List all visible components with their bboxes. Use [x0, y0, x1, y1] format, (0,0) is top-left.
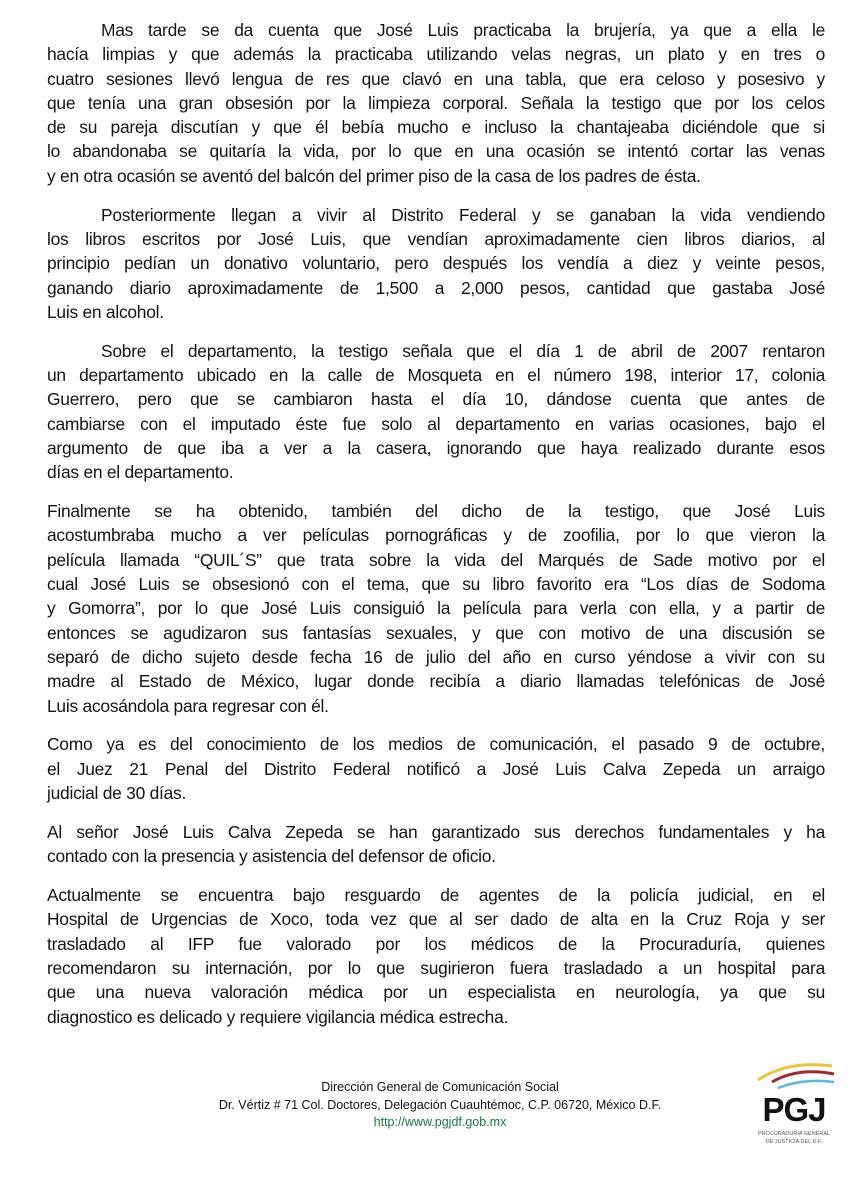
text-line: ganando diario aproximadamente de 1,500 a 2,000 pesos, cantidad que gastaba José — [47, 277, 825, 298]
paragraph — [47, 499, 825, 718]
text-line: Al señor José Luis Calva Zepeda se han garantizado sus derechos fundamentales y ha — [47, 821, 825, 842]
text-line: que tenía una gran obsesión por la limpieza corporal. Señala la testigo que por los celos — [47, 92, 825, 113]
text-line: trasladado al IFP fue valorado por los médicos de la Procuraduría, quienes — [47, 933, 825, 954]
text-line: cambiarse con el imputado éste fue solo al departamento en varias ocasiones, bajo el — [47, 413, 825, 434]
paragraph — [47, 339, 825, 485]
text-line: acostumbraba mucho a ver películas pornográficas y de zoofilia, por lo que vieron la — [47, 525, 825, 546]
text-line: diagnostico es delicado y requiere vigilancia médica estrecha. — [47, 1006, 509, 1027]
text-line: Actualmente se encuentra bajo resguardo de agentes de la policía judicial, en el — [47, 885, 825, 906]
footer-organization: Dirección General de Comunicación Social — [321, 1080, 559, 1094]
text-line: Finalmente se ha obtenido, también del dicho de la testigo, que José Luis — [47, 501, 825, 522]
text-line: días en el departamento. — [47, 462, 234, 483]
text-line: argumento de que iba a ver a la casera, ignorando que haya realizado durante esos — [47, 437, 825, 458]
text-line: Luis en alcohol. — [47, 301, 164, 322]
paragraph — [47, 820, 825, 869]
footer-url-link[interactable]: http://www.pgjdf.gob.mx — [373, 1115, 507, 1129]
text-line: hacía limpias y que además la practicaba utilizando velas negras, un plato y en tres o — [47, 44, 825, 65]
paragraph — [47, 203, 825, 324]
logo-swoosh-icon — [748, 1058, 840, 1090]
text-line: que una nueva valoración médica por un especialista en neurología, ya que su — [47, 982, 825, 1003]
text-line: los libros escritos por José Luis, que vendían aproximadamente cien libros diarios, al — [47, 228, 825, 249]
text-line: separó de dicho sujeto desde fecha 16 de julio del año en curso yéndose a vivir con su — [47, 646, 825, 667]
text-line: entonces se agudizaron sus fantasías sexuales, y que con motivo de una discusión se — [47, 622, 825, 643]
text-line: principio pedían un donativo voluntario, pero después los vendía a diez y veinte pesos, — [47, 253, 825, 274]
document-body — [47, 18, 825, 1043]
text-line: Mas tarde se da cuenta que José Luis practicaba la brujería, ya que a ella le — [101, 20, 825, 40]
text-line: Luis acosándola para regresar con él. — [47, 695, 329, 716]
text-line: el Juez 21 Penal del Distrito Federal notificó a José Luis Calva Zepeda un arraigo — [47, 758, 825, 779]
text-line: judicial de 30 días. — [47, 782, 187, 803]
text-line: recomendaron su internación, por lo que sugirieron fuera trasladado a un hospital para — [47, 957, 825, 978]
text-line: película llamada “QUIL´S” que trata sobre la vida del Marqués de Sade motivo por el — [47, 549, 825, 570]
logo-subtitle-1: PROCURADURÍA GENERAL — [757, 1131, 831, 1137]
logo-text: PGJ — [762, 1091, 826, 1128]
paragraph — [47, 18, 825, 188]
text-line: madre al Estado de México, lugar donde recibía a diario llamadas telefónicas de José — [47, 671, 825, 692]
pgj-logo — [748, 1058, 840, 1158]
paragraph — [47, 732, 825, 805]
paragraph — [47, 883, 825, 1029]
text-line: un departamento ubicado en la calle de Mosqueta en el número 198, interior 17, colonia — [47, 365, 825, 386]
text-line: y en otra ocasión se aventó del balcón del primer piso de la casa de los padres de ésta. — [47, 165, 701, 186]
footer — [150, 1079, 730, 1132]
text-line: y Gomorra”, por lo que José Luis consiguió la película para verla con ella, y a partir de — [47, 598, 825, 619]
text-line: Hospital de Urgencias de Xoco, toda vez que al ser dado de alta en la Cruz Roja y ser — [47, 909, 825, 930]
text-line: Sobre el departamento, la testigo señala que el día 1 de abril de 2007 rentaron — [101, 340, 825, 361]
footer-address: Dr. Vértiz # 71 Col. Doctores, Delegación Cuauhtémoc, C.P. 06720, México D.F. — [218, 1097, 662, 1112]
text-line: cuatro sesiones llevó lengua de res que clavó en una tabla, que era celoso y posesivo y — [47, 68, 825, 89]
text-line: lo abandonaba se quitaría la vida, por lo que en una ocasión se intentó cortar las venas — [47, 141, 825, 162]
text-line: de su pareja discutían y que él bebía mucho e incluso la chantajeaba diciéndole que si — [47, 117, 825, 138]
text-line: Guerrero, pero que se cambiaron hasta el día 10, dándose cuenta que antes de — [47, 389, 825, 410]
text-line: Posteriormente llegan a vivir al Distrito Federal y se ganaban la vida vendiendo — [101, 204, 825, 225]
text-line: contado con la presencia y asistencia del defensor de oficio. — [47, 846, 496, 867]
logo-subtitle-2: DE JUSTICIA DEL D.F. — [765, 1139, 823, 1145]
text-line: Como ya es del conocimiento de los medios de comunicación, el pasado 9 de octubre, — [47, 734, 825, 755]
text-line: cual José Luis se obsesionó con el tema, que su libro favorito era “Los días de Sodoma — [47, 574, 825, 595]
